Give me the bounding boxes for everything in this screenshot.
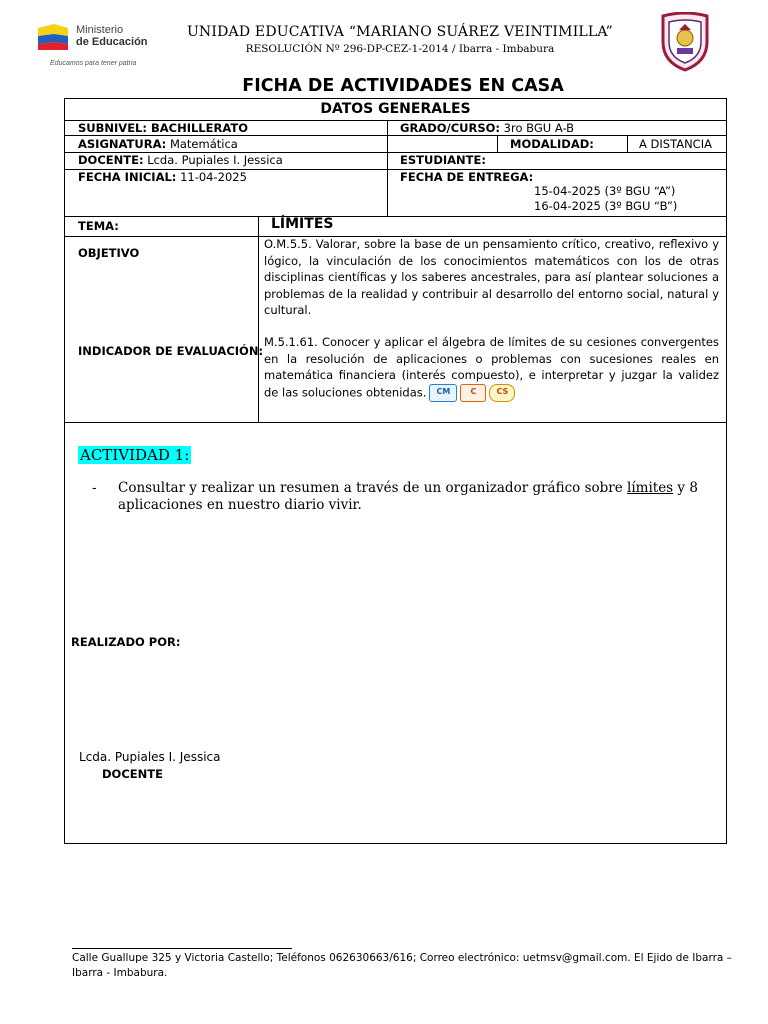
actividad-title [78, 446, 191, 464]
objetivo-label-text: OBJETIVO [78, 246, 140, 260]
modalidad-label [510, 137, 594, 151]
ministry-line1: Ministerio [76, 24, 124, 36]
tema-label [78, 219, 119, 233]
indicador-block [264, 334, 719, 402]
c-icon: C [460, 384, 486, 402]
footer-divider [72, 948, 292, 949]
signature-name: Lcda. Pupiales I. Jessica [79, 750, 221, 764]
objetivo-label [78, 246, 139, 260]
ministry-logo [36, 20, 156, 70]
docente-label: DOCENTE: [78, 153, 144, 167]
grado-field [400, 121, 574, 135]
fecha-inicial-field [78, 170, 247, 184]
ministry-flag-icon [36, 22, 70, 52]
footer-address: Calle Guallupe 325 y Victoria Castello; Teléfonos 062630663/616; Correo electrónico: uetmsv@gmail.com. El Ejido de Ibarra – Ibarra - Imbabura. [72, 952, 732, 979]
objetivo-text: O.M.5.5. Valorar, sobre la base de un pensamiento crítico, creativo, reflexivo y lógico, la vinculación de los conocimientos matemáticos con los de otras disciplinas científicas y los saberes ancestrales, para así plantear soluciones a problemas de la realidad y contribuir al desarrollo del entorno social, natural y cultural. [264, 237, 719, 317]
fecha-entrega-b: 16-04-2025 (3º BGU “B”) [534, 199, 678, 213]
asignatura-field [78, 137, 238, 151]
ministry-line2: de Educación [76, 36, 148, 48]
indicador-label [78, 344, 263, 358]
tema-label-text: TEMA: [78, 219, 119, 233]
page-title: FICHA DE ACTIVIDADES EN CASA [242, 76, 564, 96]
realizado-por-label: REALIZADO POR: [71, 635, 181, 649]
estudiante-field [400, 153, 486, 167]
docente-field [78, 153, 283, 167]
instruction-keyword: límites [627, 480, 674, 496]
subnivel-field [78, 121, 248, 135]
fecha-entrega-a: 15-04-2025 (3º BGU “A”) [534, 184, 676, 198]
datos-generales-heading: DATOS GENERALES [320, 101, 471, 117]
indicador-text: M.5.1.61. Conocer y aplicar el álgebra de límites de su cesiones convergentes en la resolución de aplicaciones o problemas con sucesiones reales en matemática financiera (interés compuesto), e interpretar y juzgar la validez de las soluciones obtenidas. [264, 335, 719, 399]
school-crest-icon [657, 12, 713, 72]
indicador-label-text: INDICADOR DE EVALUACIÓN: [78, 344, 264, 358]
bullet-dash: - [92, 480, 97, 496]
school-name: UNIDAD EDUCATIVA “MARIANO SUÁREZ VEINTIMILLA” [186, 24, 614, 40]
actividad-instruction [118, 480, 720, 514]
instruction-part2: y 8 aplicaciones en nuestro diario vivir. [118, 480, 698, 513]
actividad-title-text: ACTIVIDAD 1: [80, 446, 190, 464]
fecha-inicial-value: 11-04-2025 [176, 170, 247, 184]
competency-icons [429, 384, 515, 402]
resolution-line: RESOLUCIÓN Nº 296-DP-CEZ-1-2014 / Ibarra - Imbabura [245, 43, 555, 55]
fecha-entrega-label [400, 170, 533, 184]
ministry-name [76, 24, 148, 48]
grado-value: 3ro BGU A-B [500, 121, 575, 135]
grado-label: GRADO/CURSO: [400, 121, 501, 135]
fecha-inicial-label: FECHA INICIAL: [78, 170, 177, 184]
tema-value: LÍMITES [271, 216, 334, 232]
subnivel-value: SUBNIVEL: BACHILLERATO [78, 121, 248, 135]
cm-icon: CM [429, 384, 457, 402]
modalidad-label-text: MODALIDAD: [510, 137, 594, 151]
asignatura-label: ASIGNATURA: [78, 137, 167, 151]
signature-role: DOCENTE [102, 767, 163, 781]
docente-value: Lcda. Pupiales I. Jessica [143, 153, 283, 167]
fecha-entrega-label-text: FECHA DE ENTREGA: [400, 170, 534, 184]
cs-icon: CS [489, 384, 515, 402]
asignatura-value: Matemática [166, 137, 238, 151]
ministry-tagline: Educamos para tener patria [50, 60, 137, 67]
estudiante-label: ESTUDIANTE: [400, 153, 486, 167]
instruction-part1: Consultar y realizar un resumen a través de un organizador gráfico sobre [118, 480, 628, 496]
modalidad-value: A DISTANCIA [639, 137, 712, 151]
